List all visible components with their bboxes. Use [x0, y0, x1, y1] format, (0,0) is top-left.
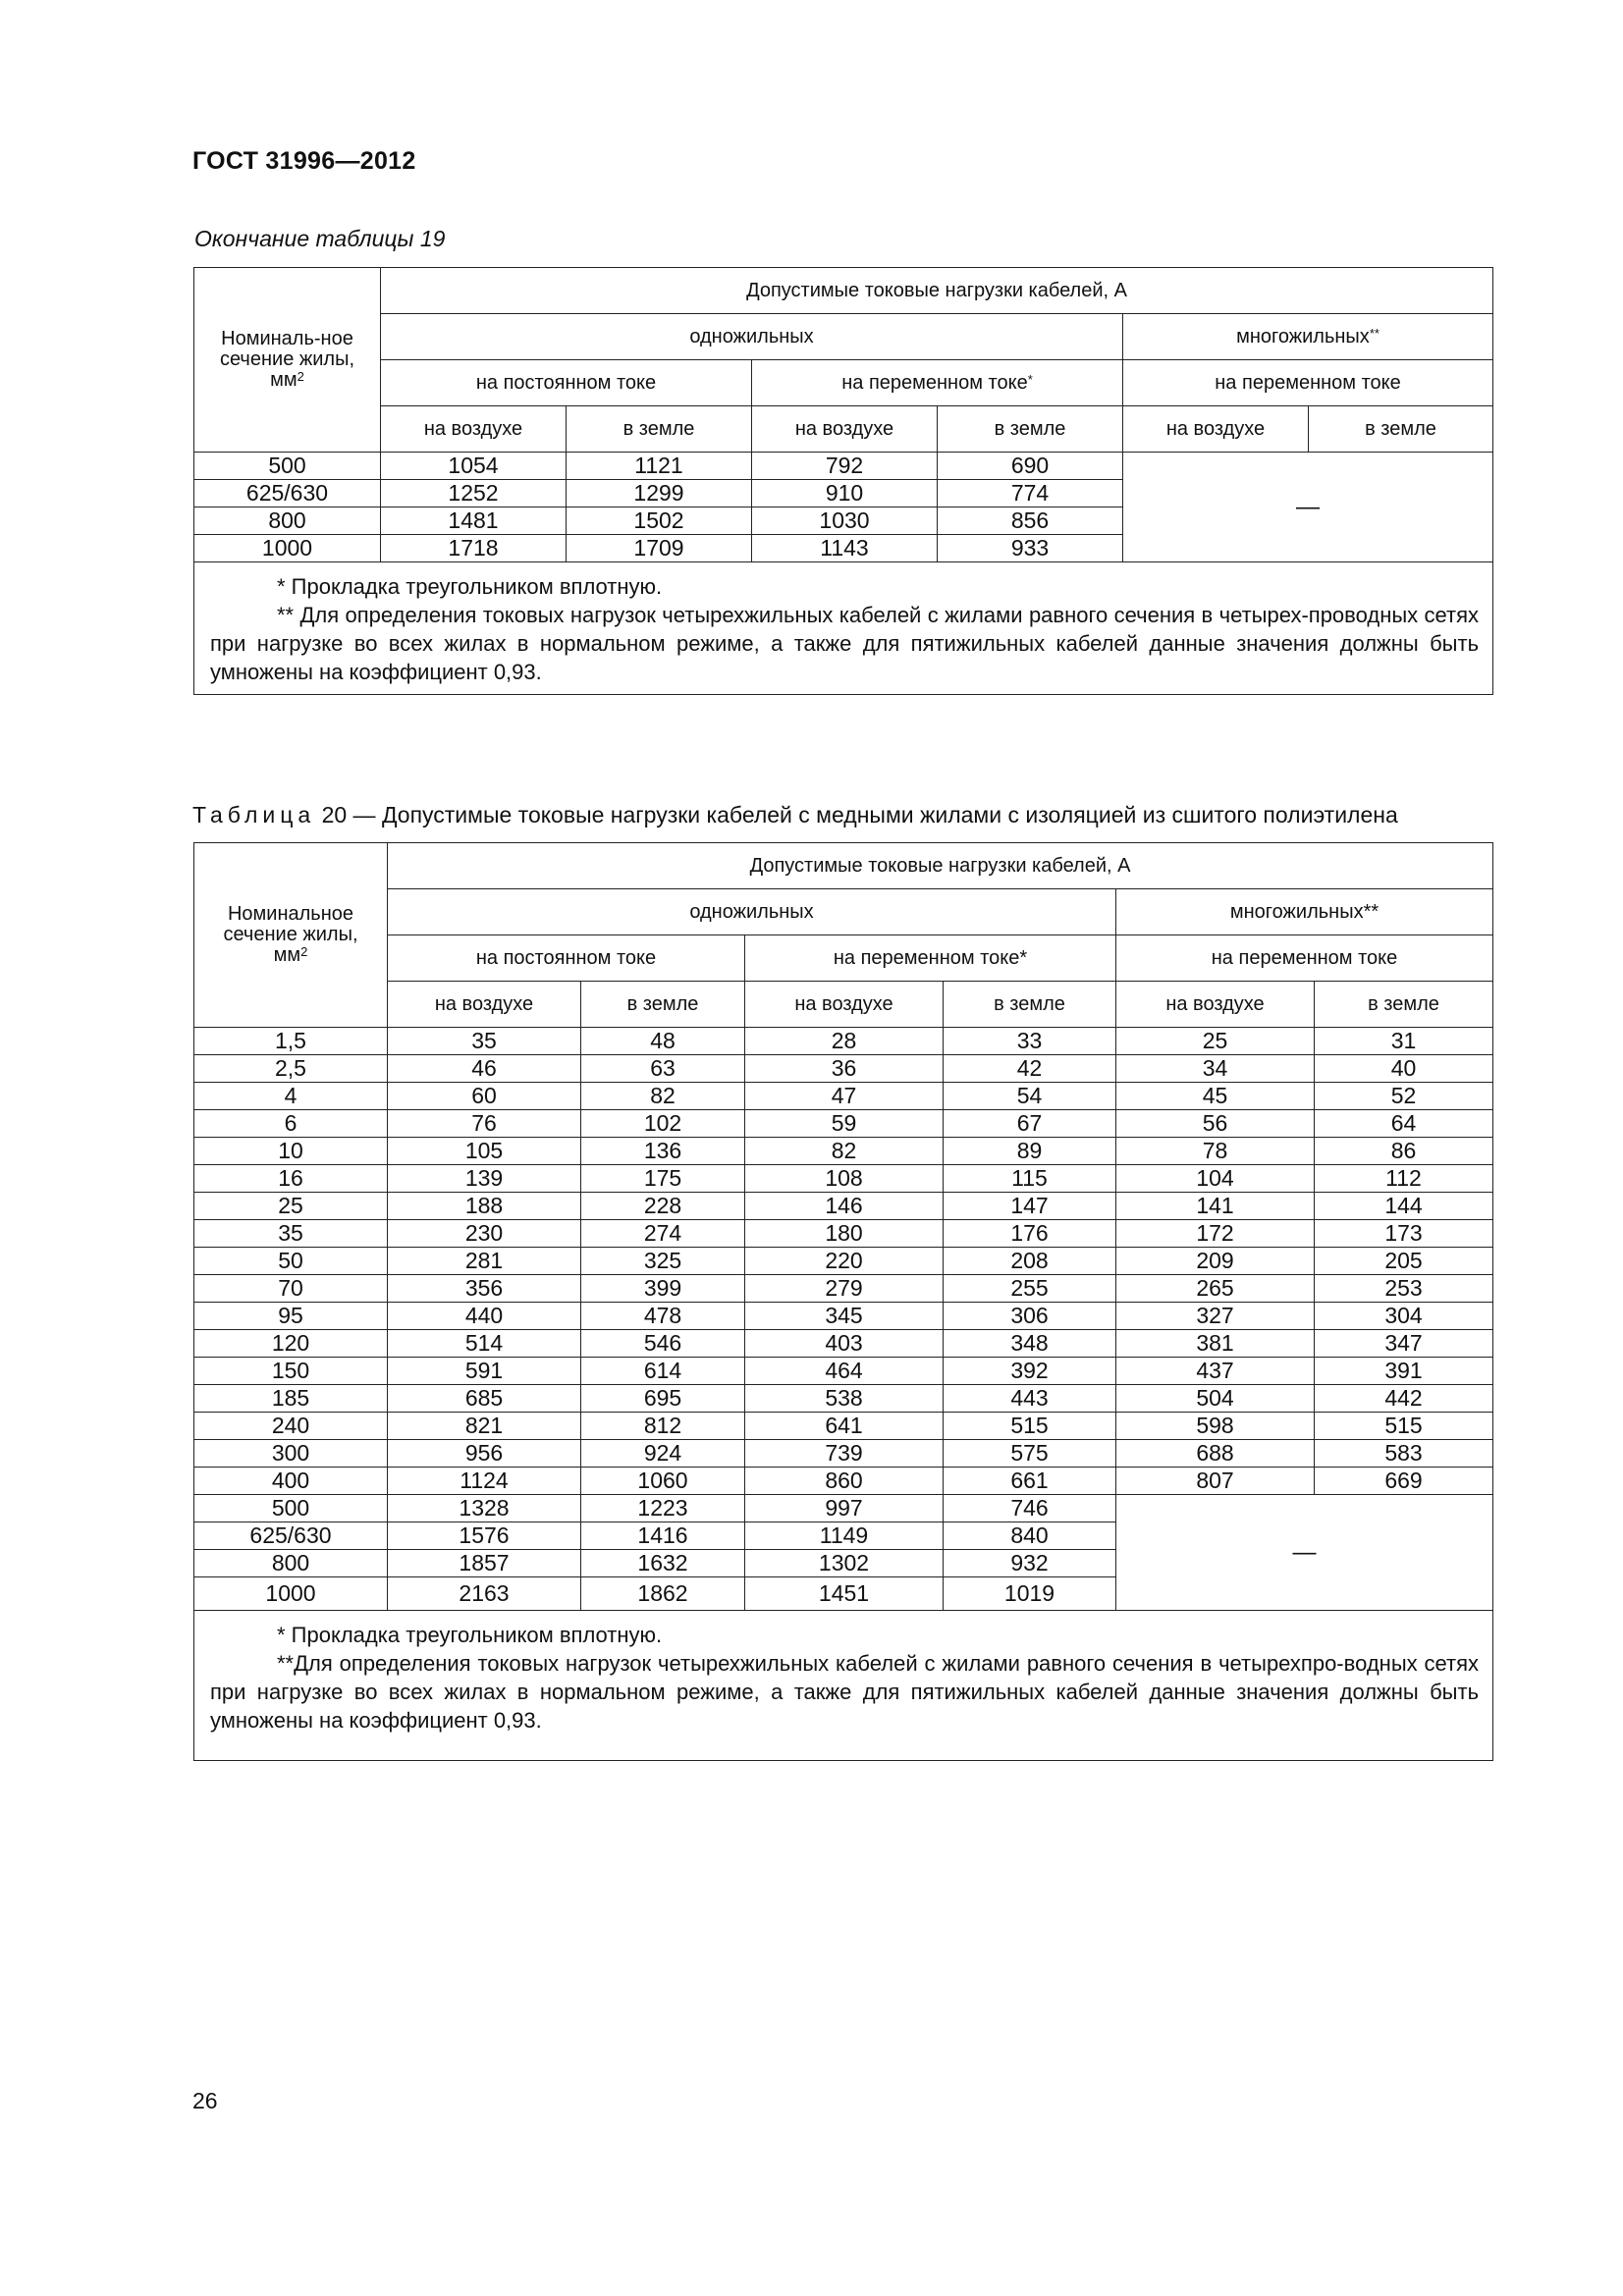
table-cell: 1502 — [567, 507, 752, 535]
table-cell: 1718 — [381, 535, 567, 562]
table-cell: 661 — [944, 1468, 1116, 1495]
table-row — [194, 1440, 1493, 1468]
table-cell: 807 — [1116, 1468, 1315, 1495]
air-header: на воздухе — [388, 982, 581, 1028]
ac-multi-header: на переменном токе — [1116, 935, 1493, 982]
table-cell: 399 — [581, 1275, 745, 1303]
table-cell: 347 — [1315, 1330, 1493, 1358]
table-cell: 28 — [745, 1028, 944, 1055]
table-cell: 208 — [944, 1248, 1116, 1275]
table-cell: 860 — [745, 1468, 944, 1495]
table-cell: 172 — [1116, 1220, 1315, 1248]
table19-continuation-caption: Окончание таблицы 19 — [194, 226, 446, 251]
ac-header: на переменном токе* — [752, 360, 1123, 406]
note-triangle: * Прокладка треугольником вплотную. — [277, 574, 663, 599]
table-cell: 59 — [745, 1110, 944, 1138]
table-cell: 240 — [194, 1413, 388, 1440]
table-cell: 230 — [388, 1220, 581, 1248]
table-cell: 695 — [581, 1385, 745, 1413]
table-cell: 515 — [944, 1413, 1116, 1440]
table-cell: 356 — [388, 1275, 581, 1303]
table-cell: 180 — [745, 1220, 944, 1248]
table-row — [194, 1303, 1493, 1330]
table-cell: 688 — [1116, 1440, 1315, 1468]
air-header: на воздухе — [1116, 982, 1315, 1028]
table-cell: 173 — [1315, 1220, 1493, 1248]
table-cell: 933 — [938, 535, 1123, 562]
table-cell: 840 — [944, 1522, 1116, 1550]
table-row — [194, 1385, 1493, 1413]
table-cell: 437 — [1116, 1358, 1315, 1385]
table-cell: 274 — [581, 1220, 745, 1248]
table-cell: 82 — [745, 1138, 944, 1165]
table-cell: 538 — [745, 1385, 944, 1413]
table-cell: 42 — [944, 1055, 1116, 1083]
table-cell: 1857 — [388, 1550, 581, 1577]
table-cell: 306 — [944, 1303, 1116, 1330]
table-row — [194, 1138, 1493, 1165]
table-cell: 86 — [1315, 1138, 1493, 1165]
table-cell: 583 — [1315, 1440, 1493, 1468]
table-cell: 46 — [388, 1055, 581, 1083]
ground-header: в земле — [567, 406, 752, 453]
table-cell: 997 — [745, 1495, 944, 1522]
table-cell: 1481 — [381, 507, 567, 535]
table-cell: 910 — [752, 480, 938, 507]
table-cell: 2163 — [388, 1577, 581, 1611]
table-cell: 188 — [388, 1193, 581, 1220]
table-cell: 1060 — [581, 1468, 745, 1495]
air-header: на воздухе — [752, 406, 938, 453]
table19-end — [193, 267, 1493, 695]
table-cell: 821 — [388, 1413, 581, 1440]
table-cell: 120 — [194, 1330, 388, 1358]
table-cell: 147 — [944, 1193, 1116, 1220]
table-cell: 403 — [745, 1330, 944, 1358]
multi-core-header: многожильных** — [1123, 314, 1493, 360]
table-cell: 50 — [194, 1248, 388, 1275]
table-cell: 464 — [745, 1358, 944, 1385]
table-cell: 36 — [745, 1055, 944, 1083]
table-cell: 31 — [1315, 1028, 1493, 1055]
table-cell: 25 — [194, 1193, 388, 1220]
ground-header: в земле — [1309, 406, 1493, 453]
ac-header: на переменном токе* — [745, 935, 1116, 982]
table-cell: 105 — [388, 1138, 581, 1165]
nominal-section-header: Номинальное сечение жилы, $мм^2$ — [194, 843, 388, 1028]
loads-header: Допустимые токовые нагрузки кабелей, А — [381, 268, 1493, 314]
table-cell: 1149 — [745, 1522, 944, 1550]
table19-notes — [194, 562, 1493, 695]
table20-caption: Таблица 20 — Допустимые токовые нагрузки кабелей с медными жилами с изоляцией из сшитого полиэтилена — [192, 802, 1398, 828]
table-cell: 300 — [194, 1440, 388, 1468]
air-header: на воздухе — [381, 406, 567, 453]
ground-header: в земле — [944, 982, 1116, 1028]
table-cell: 4 — [194, 1083, 388, 1110]
table-cell: 35 — [388, 1028, 581, 1055]
not-applicable-dash: — — [1123, 453, 1493, 562]
table-cell: 792 — [752, 453, 938, 480]
ac-multi-header: на переменном токе — [1123, 360, 1493, 406]
table-cell: 443 — [944, 1385, 1116, 1413]
loads-header: Допустимые токовые нагрузки кабелей, А — [388, 843, 1493, 889]
table-row — [194, 453, 1493, 480]
table-cell: 150 — [194, 1358, 388, 1385]
table-cell: 45 — [1116, 1083, 1315, 1110]
table-cell: 1,5 — [194, 1028, 388, 1055]
table-cell: 1000 — [194, 535, 381, 562]
table-cell: 253 — [1315, 1275, 1493, 1303]
table-row — [194, 1248, 1493, 1275]
table-cell: 255 — [944, 1275, 1116, 1303]
table-cell: 598 — [1116, 1413, 1315, 1440]
table-cell: 546 — [581, 1330, 745, 1358]
table-cell: 1030 — [752, 507, 938, 535]
table-cell: 136 — [581, 1138, 745, 1165]
table-cell: 176 — [944, 1220, 1116, 1248]
table-cell: 34 — [1116, 1055, 1315, 1083]
single-core-header: одножильных — [388, 889, 1116, 935]
table-cell: 265 — [1116, 1275, 1315, 1303]
table-cell: 89 — [944, 1138, 1116, 1165]
table-cell: 16 — [194, 1165, 388, 1193]
table-cell: 327 — [1116, 1303, 1315, 1330]
table-cell: 82 — [581, 1083, 745, 1110]
table-cell: 1121 — [567, 453, 752, 480]
dc-header: на постоянном токе — [388, 935, 745, 982]
table-row — [194, 1220, 1493, 1248]
table-cell: 139 — [388, 1165, 581, 1193]
table-cell: 205 — [1315, 1248, 1493, 1275]
table-cell: 1252 — [381, 480, 567, 507]
table-cell: 63 — [581, 1055, 745, 1083]
table-cell: 774 — [938, 480, 1123, 507]
table-cell: 812 — [581, 1413, 745, 1440]
table-cell: 6 — [194, 1110, 388, 1138]
table-cell: 575 — [944, 1440, 1116, 1468]
table-cell: 800 — [194, 1550, 388, 1577]
table-cell: 442 — [1315, 1385, 1493, 1413]
table-row — [194, 1055, 1493, 1083]
table-cell: 48 — [581, 1028, 745, 1055]
table-cell: 64 — [1315, 1110, 1493, 1138]
table-cell: 56 — [1116, 1110, 1315, 1138]
dc-header: на постоянном токе — [381, 360, 752, 406]
ground-header: в земле — [581, 982, 745, 1028]
table-cell: 746 — [944, 1495, 1116, 1522]
table-cell: 108 — [745, 1165, 944, 1193]
ground-header: в земле — [938, 406, 1123, 453]
table-row — [194, 1193, 1493, 1220]
note-coefficient: **Для определения токовых нагрузок четырехжильных кабелей с жилами равного сечения в четырехпро-водных сетях при нагрузке во всех жилах в нормальном режиме, а также для пятижильных кабелей данные значения должны быть умножены на коэффициент 0,93. — [210, 1651, 1480, 1733]
table-cell: 2,5 — [194, 1055, 388, 1083]
table-row — [194, 1358, 1493, 1385]
table-row — [194, 1330, 1493, 1358]
table-cell: 478 — [581, 1303, 745, 1330]
table-cell: 514 — [388, 1330, 581, 1358]
table-cell: 1302 — [745, 1550, 944, 1577]
table20-notes — [194, 1611, 1493, 1761]
table-cell: 800 — [194, 507, 381, 535]
table-cell: 146 — [745, 1193, 944, 1220]
page-number: 26 — [192, 2088, 218, 2113]
table-cell: 47 — [745, 1083, 944, 1110]
table-row — [194, 1495, 1493, 1522]
table-cell: 515 — [1315, 1413, 1493, 1440]
table-cell: 348 — [944, 1330, 1116, 1358]
table-cell: 381 — [1116, 1330, 1315, 1358]
table-cell: 67 — [944, 1110, 1116, 1138]
table-cell: 739 — [745, 1440, 944, 1468]
table-cell: 345 — [745, 1303, 944, 1330]
table-cell: 440 — [388, 1303, 581, 1330]
table-cell: 70 — [194, 1275, 388, 1303]
air-header: на воздухе — [745, 982, 944, 1028]
note-triangle: * Прокладка треугольником вплотную. — [277, 1623, 663, 1647]
table-cell: 1223 — [581, 1495, 745, 1522]
table-cell: 25 — [1116, 1028, 1315, 1055]
table-cell: 35 — [194, 1220, 388, 1248]
table-cell: 932 — [944, 1550, 1116, 1577]
table-cell: 400 — [194, 1468, 388, 1495]
table-cell: 281 — [388, 1248, 581, 1275]
table-cell: 279 — [745, 1275, 944, 1303]
table-cell: 856 — [938, 507, 1123, 535]
table-cell: 1451 — [745, 1577, 944, 1611]
table-cell: 669 — [1315, 1468, 1493, 1495]
air-header: на воздухе — [1123, 406, 1309, 453]
table-cell: 690 — [938, 453, 1123, 480]
table-row — [194, 1468, 1493, 1495]
table-cell: 591 — [388, 1358, 581, 1385]
table-cell: 1299 — [567, 480, 752, 507]
not-applicable-dash: — — [1116, 1495, 1493, 1611]
table-cell: 54 — [944, 1083, 1116, 1110]
table-row — [194, 1083, 1493, 1110]
table-cell: 956 — [388, 1440, 581, 1468]
table-cell: 1000 — [194, 1577, 388, 1611]
table-cell: 325 — [581, 1248, 745, 1275]
table-cell: 391 — [1315, 1358, 1493, 1385]
table-cell: 185 — [194, 1385, 388, 1413]
table-cell: 95 — [194, 1303, 388, 1330]
table-row — [194, 1110, 1493, 1138]
table-cell: 1416 — [581, 1522, 745, 1550]
table-row — [194, 1275, 1493, 1303]
table-cell: 500 — [194, 1495, 388, 1522]
table-cell: 1709 — [567, 535, 752, 562]
table-cell: 40 — [1315, 1055, 1493, 1083]
table-cell: 209 — [1116, 1248, 1315, 1275]
table-cell: 1054 — [381, 453, 567, 480]
table20 — [193, 842, 1493, 1761]
table-cell: 228 — [581, 1193, 745, 1220]
table-cell: 1576 — [388, 1522, 581, 1550]
table-cell: 685 — [388, 1385, 581, 1413]
table-row — [194, 1413, 1493, 1440]
table-cell: 78 — [1116, 1138, 1315, 1165]
table-cell: 52 — [1315, 1083, 1493, 1110]
table-cell: 115 — [944, 1165, 1116, 1193]
table-cell: 76 — [388, 1110, 581, 1138]
table-cell: 1019 — [944, 1577, 1116, 1611]
document-header: ГОСТ 31996—2012 — [192, 147, 416, 175]
table-cell: 60 — [388, 1083, 581, 1110]
table-row — [194, 1028, 1493, 1055]
table-cell: 175 — [581, 1165, 745, 1193]
table-cell: 625/630 — [194, 1522, 388, 1550]
table-cell: 220 — [745, 1248, 944, 1275]
single-core-header: одножильных — [381, 314, 1123, 360]
table-cell: 1143 — [752, 535, 938, 562]
table-cell: 144 — [1315, 1193, 1493, 1220]
table-cell: 10 — [194, 1138, 388, 1165]
nominal-section-header: Номиналь-ное сечение жилы, $мм^2$ — [194, 268, 381, 453]
table-cell: 504 — [1116, 1385, 1315, 1413]
table-cell: 1632 — [581, 1550, 745, 1577]
table-cell: 104 — [1116, 1165, 1315, 1193]
table-row — [194, 1165, 1493, 1193]
table-cell: 392 — [944, 1358, 1116, 1385]
table-cell: 112 — [1315, 1165, 1493, 1193]
table-cell: 1124 — [388, 1468, 581, 1495]
table-cell: 614 — [581, 1358, 745, 1385]
table-cell: 33 — [944, 1028, 1116, 1055]
table-cell: 304 — [1315, 1303, 1493, 1330]
ground-header: в земле — [1315, 982, 1493, 1028]
note-coefficient: ** Для определения токовых нагрузок четырехжильных кабелей с жилами равного сечения в четырех-проводных сетях при нагрузке во всех жилах в нормальном режиме, а также для пятижильных кабелей данные значения должны быть умножены на коэффициент 0,93. — [210, 603, 1480, 684]
table-cell: 625/630 — [194, 480, 381, 507]
table-cell: 500 — [194, 453, 381, 480]
table-cell: 641 — [745, 1413, 944, 1440]
multi-core-header: многожильных** — [1116, 889, 1493, 935]
table-cell: 1862 — [581, 1577, 745, 1611]
table-cell: 924 — [581, 1440, 745, 1468]
table-cell: 141 — [1116, 1193, 1315, 1220]
table-cell: 1328 — [388, 1495, 581, 1522]
table-cell: 102 — [581, 1110, 745, 1138]
